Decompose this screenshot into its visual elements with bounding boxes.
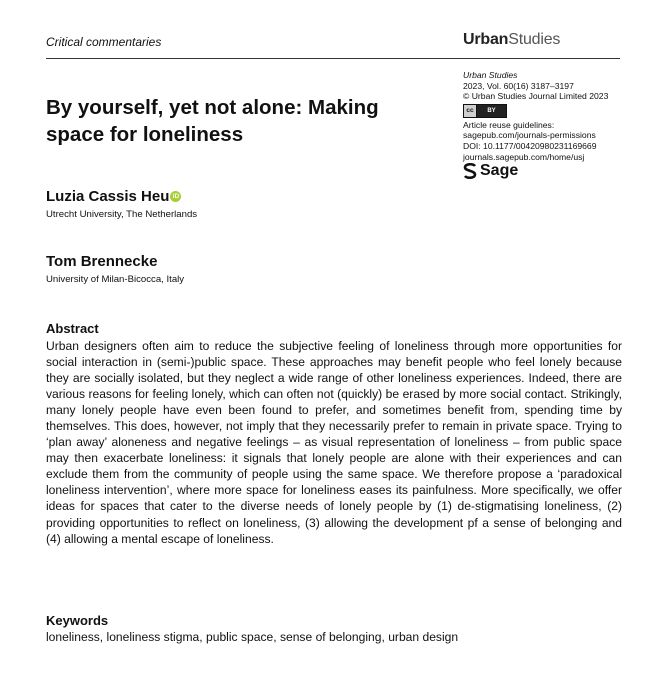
brand-word-urban: Urban [463, 31, 509, 48]
meta-reuse-link[interactable]: sagepub.com/journals-permissions [463, 130, 596, 141]
sage-s-icon [463, 163, 477, 179]
author-name-text: Tom Brennecke [46, 253, 158, 270]
brand-word-studies: Studies [508, 31, 561, 48]
cc-icon: cc [464, 105, 477, 117]
keywords-text: loneliness, loneliness stigma, public space, sense of belonging, urban design [46, 630, 459, 644]
abstract-heading: Abstract [46, 321, 99, 336]
article-metadata [463, 70, 633, 179]
abstract-text: Urban designers often aim to reduce the subjective feeling of loneliness through more opportunities for social interaction in (semi-)public space. These approaches may benefit people who feel lonely because they are socially isolated, but they neglect a wide range of other loneliness experiences. Indeed, there are various reasons for feeling lonely, which can often not (quickly) be erased by more social contact. Strikingly, many lonely people have even been found to prefer, and sometimes benefit from, spending time by themselves. This does, however, not imply that they necessarily prefer to remain in private space. Trying to ‘plan away’ aloneness and negative feelings – as visual representation of loneliness – from public space may then exacerbate loneliness: it signals that lonely people are alone with their experiences and can exclude them from the community of people using the same space. We therefore propose a ‘paradoxical loneliness intervention’, where more space for loneliness eases its painfulness. More specifically, we offer ideas for spaces that cater to the diverse needs of lonely people by (1) de-stigmatising loneliness, (2) providing opportunities to reflect on loneliness, (3) allowing the development pf a sense of belonging and (4) allowing a mental escape of loneliness. [46, 339, 622, 546]
section-label: Critical commentaries [46, 35, 162, 49]
journal-brand-logo [463, 31, 560, 49]
meta-reuse-label: Article reuse guidelines: [463, 119, 555, 130]
meta-volume: 2023, Vol. 60(16) 3187–3197 [463, 80, 574, 91]
cc-license-badge[interactable] [463, 104, 507, 118]
header-divider [46, 58, 620, 59]
meta-doi[interactable]: DOI: 10.1177/00420980231169669 [463, 140, 597, 151]
article-title: By yourself, yet not alone: Making space for loneliness [46, 96, 379, 146]
meta-journal-name: Urban Studies [463, 70, 518, 80]
orcid-icon[interactable]: iD [170, 191, 181, 202]
publisher-name: Sage [480, 161, 519, 179]
meta-journal-link[interactable]: journals.sagepub.com/home/usj [463, 151, 585, 162]
author-affiliation: University of Milan-Bicocca, Italy [46, 274, 185, 285]
meta-copyright: © Urban Studies Journal Limited 2023 [463, 91, 609, 102]
by-icon: BY [477, 105, 506, 117]
publisher-logo [463, 163, 633, 179]
author-name [46, 188, 181, 205]
keywords-heading: Keywords [46, 613, 109, 628]
author-name [46, 253, 157, 270]
author-affiliation: Utrecht University, The Netherlands [46, 209, 198, 220]
author-name-text: Luzia Cassis Heu [46, 188, 170, 205]
